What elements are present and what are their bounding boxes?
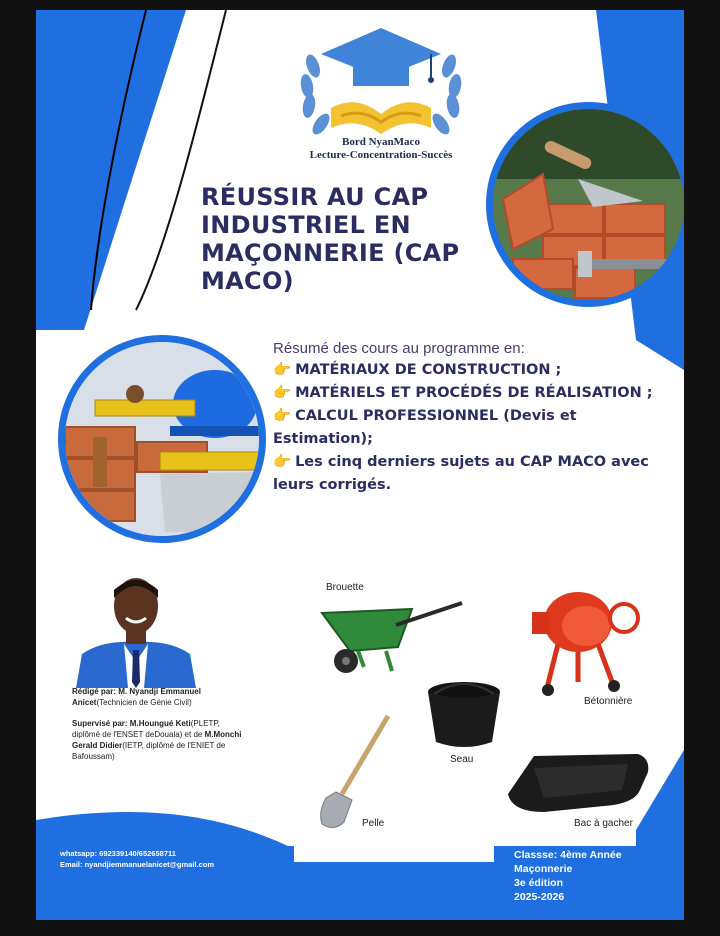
pelle-label: Pelle bbox=[362, 818, 385, 829]
pointing-hand-icon: 👉 bbox=[273, 408, 292, 424]
pointing-hand-icon: 👉 bbox=[273, 385, 292, 401]
email-text: Email: nyandjiemmanuelanicet@gmail.com bbox=[60, 860, 215, 869]
summary-item: 👉 CALCUL PROFESSIONNEL (Devis et Estimation); bbox=[273, 408, 577, 447]
supervised-by: Supervisé par: M.Houngué Keti(PLETP, diplômé de l'ENSET deDouala) et de M.Monchi Gerald Didier(IETP, diplômé de l'ENIET de Bafoussam) bbox=[72, 719, 242, 761]
flyer-page bbox=[36, 10, 684, 920]
class-line: 3e édition bbox=[514, 877, 564, 889]
written-by: Rédigé par: M. Nyandji Emmanuel Anicet(Technicien de Génie Civil) bbox=[72, 687, 201, 707]
footer-class-info bbox=[514, 848, 622, 904]
seau-label: Seau bbox=[450, 754, 474, 765]
brouette-label: Brouette bbox=[326, 582, 364, 593]
page-title: RÉUSSIR AU CAP INDUSTRIEL EN MAÇONNERIE (CAP MACO) bbox=[201, 183, 460, 295]
logo-motto: Lecture-Concentration-Succès bbox=[309, 149, 453, 161]
bac-label: Bac à gacher bbox=[574, 818, 633, 829]
footer-contact bbox=[60, 848, 214, 870]
masonry-tools-photo bbox=[58, 335, 266, 543]
class-line: Maçonnerie bbox=[514, 863, 573, 875]
class-line: Classse: 4ème Année bbox=[514, 849, 622, 861]
author-photo bbox=[72, 570, 200, 688]
logo-text bbox=[266, 136, 496, 162]
wheelbarrow-image bbox=[316, 595, 466, 675]
whatsapp-text: whatsapp: 692339140/652658711 bbox=[60, 849, 176, 858]
class-line: 2025-2026 bbox=[514, 891, 565, 903]
pointing-hand-icon: 👉 bbox=[273, 454, 292, 470]
pointing-hand-icon: 👉 bbox=[273, 362, 292, 378]
concrete-mixer-image bbox=[528, 582, 640, 697]
summary-item: 👉 Les cinq derniers sujets au CAP MACO avec leurs corrigés. bbox=[273, 454, 649, 493]
bucket-image bbox=[426, 680, 502, 750]
bricks-trowel-photo bbox=[486, 102, 684, 307]
credits bbox=[72, 686, 242, 772]
betonniere-label: Bétonnière bbox=[584, 696, 633, 707]
mortar-tub-image bbox=[504, 750, 654, 818]
shovel-image bbox=[308, 712, 398, 832]
logo-brand: Bord NyanMaco bbox=[342, 136, 420, 148]
summary-item: 👉 MATÉRIAUX DE CONSTRUCTION ; bbox=[273, 362, 562, 378]
course-summary bbox=[273, 340, 673, 497]
summary-item: 👉 MATÉRIELS ET PROCÉDÉS DE RÉALISATION ; bbox=[273, 385, 653, 401]
summary-intro: Résumé des cours au programme en: bbox=[273, 340, 525, 357]
